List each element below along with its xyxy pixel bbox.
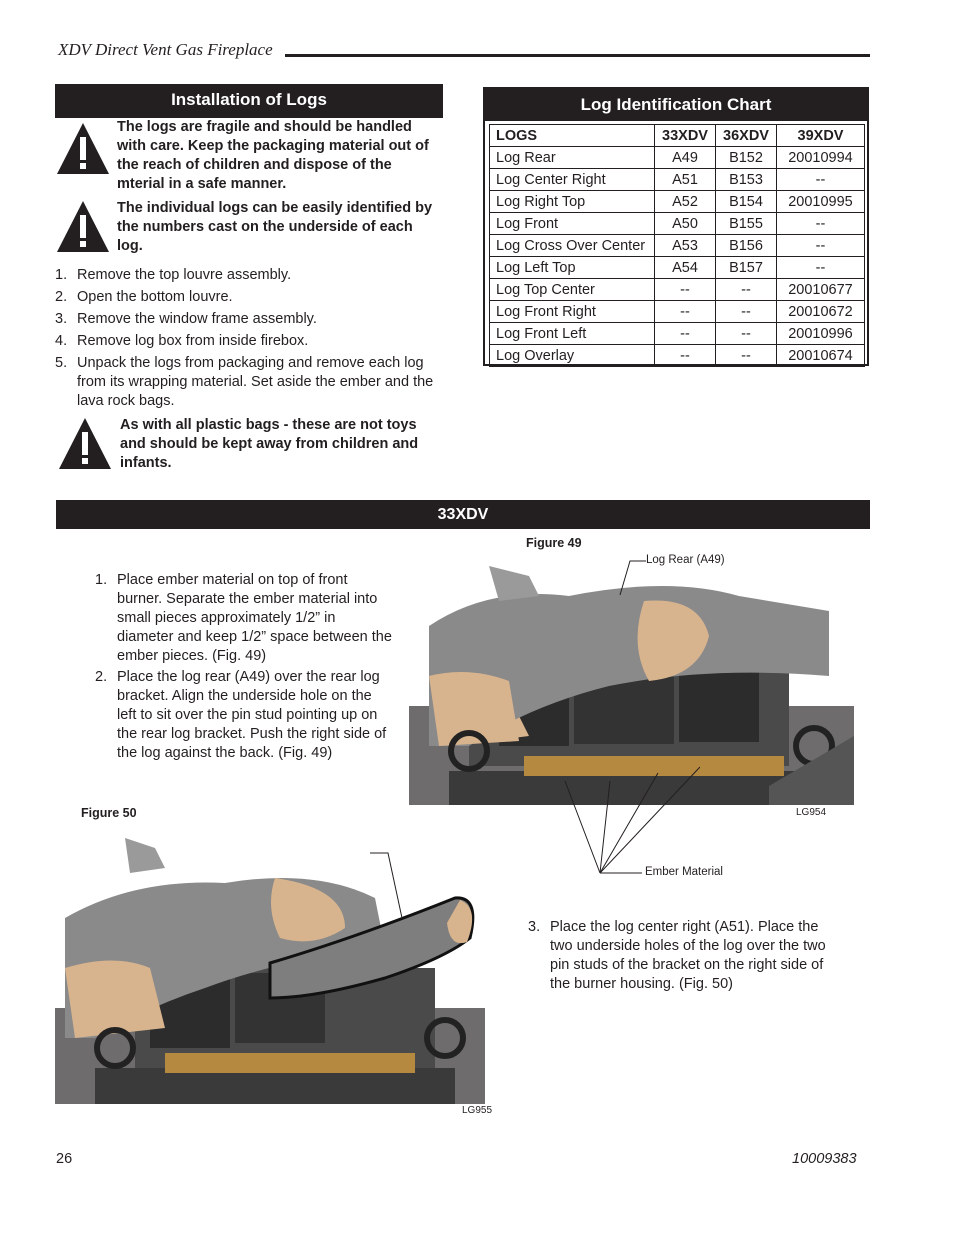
list-item: 3. Place the log center right (A51). Place the two underside holes of the log over the two pin studs of the bracket on the right side of the burner housing. (Fig. 50) (528, 919, 826, 992)
warning-icon (55, 199, 111, 255)
list-item: 5. Unpack the logs from packaging and remove each log from its wrapping material. Set aside the ember and the lava rock bags. (55, 355, 434, 409)
figure-49-callout-lines (560, 555, 700, 880)
installation-steps (55, 266, 440, 414)
fireplace-logs-illustration (55, 838, 485, 1104)
column-header-33xdv: 33XDV (655, 125, 716, 147)
list-item: 4. Remove log box from inside firebox. (55, 333, 309, 349)
table-header-row (490, 125, 865, 147)
installation-heading (55, 84, 443, 118)
figure-49-ember-callout: Ember Material (645, 866, 723, 878)
figure-50-code: LG955 (462, 1105, 493, 1116)
section-33xdv-steps (95, 571, 395, 766)
table-row: Log Center Right A51 B153 -- (490, 169, 865, 191)
column-header-logs: LOGS (490, 125, 655, 147)
table-row: Log Rear A49 B152 20010994 (490, 147, 865, 169)
figure-49-log-callout: Log Rear (A49) (646, 554, 725, 566)
warning-identify (55, 199, 445, 256)
table-row: Log Overlay -- -- 20010674 (490, 345, 865, 367)
figure-49-caption: Figure 49 (526, 536, 582, 550)
log-table (489, 124, 865, 367)
list-item: 2. Open the bottom louvre. (55, 289, 233, 305)
section-33xdv-heading: 33XDV (56, 500, 870, 529)
log-identification-chart (483, 87, 869, 366)
warning-plastic-bags (55, 416, 447, 473)
section-33xdv-step-3 (528, 918, 838, 997)
list-item: 1. Place ember material on top of front burner. Separate the ember material into small pieces approximately 1/2” in diameter and keep 1/2” space between the ember pieces. (Fig. 49) (95, 572, 392, 664)
installation-heading-text: Installation of Logs (171, 90, 327, 109)
table-row: Log Left Top A54 B157 -- (490, 257, 865, 279)
warning-icon (55, 416, 115, 472)
document-number: 10009383 (792, 1151, 857, 1167)
table-row: Log Front A50 B155 -- (490, 213, 865, 235)
figure-50-caption: Figure 50 (81, 806, 137, 820)
header-rule (285, 54, 870, 57)
figure-50-photo (55, 838, 485, 1104)
table-row: Log Front Left -- -- 20010996 (490, 323, 865, 345)
list-item: 2. Place the log rear (A49) over the rear log bracket. Align the underside hole on the left to sit over the pin stud pointing up on the rear log bracket. Push the right side of the log against the back. (Fig. 49) (95, 669, 387, 761)
page-number: 26 (56, 1151, 73, 1167)
column-header-36xdv: 36XDV (716, 125, 777, 147)
figure-49-code: LG954 (796, 807, 827, 818)
document-title: XDV Direct Vent Gas Fireplace (58, 40, 273, 59)
figure-50-callout-line (370, 848, 410, 928)
table-row: Log Cross Over Center A53 B156 -- (490, 235, 865, 257)
table-row: Log Top Center -- -- 20010677 (490, 279, 865, 301)
warning-fragile-text: The logs are fragile and should be handled with care. Keep the packaging material out of the reach of children and dispose of the mterial in a safe manner. (117, 119, 429, 192)
table-row: Log Right Top A52 B154 20010995 (490, 191, 865, 213)
warning-identify-text: The individual logs can be easily identified by the numbers cast on the underside of each log. (117, 200, 433, 254)
list-item: 1. Remove the top louvre assembly. (55, 267, 292, 283)
warning-fragile (55, 118, 445, 194)
warning-icon (55, 121, 111, 177)
chart-heading: Log Identification Chart (485, 89, 867, 121)
list-item: 3. Remove the window frame assembly. (55, 311, 317, 327)
table-row: Log Front Right -- -- 20010672 (490, 301, 865, 323)
warning-plastic-bags-text: As with all plastic bags - these are not toys and should be kept away from children and infants. (120, 417, 419, 471)
column-header-39xdv: 39XDV (777, 125, 865, 147)
